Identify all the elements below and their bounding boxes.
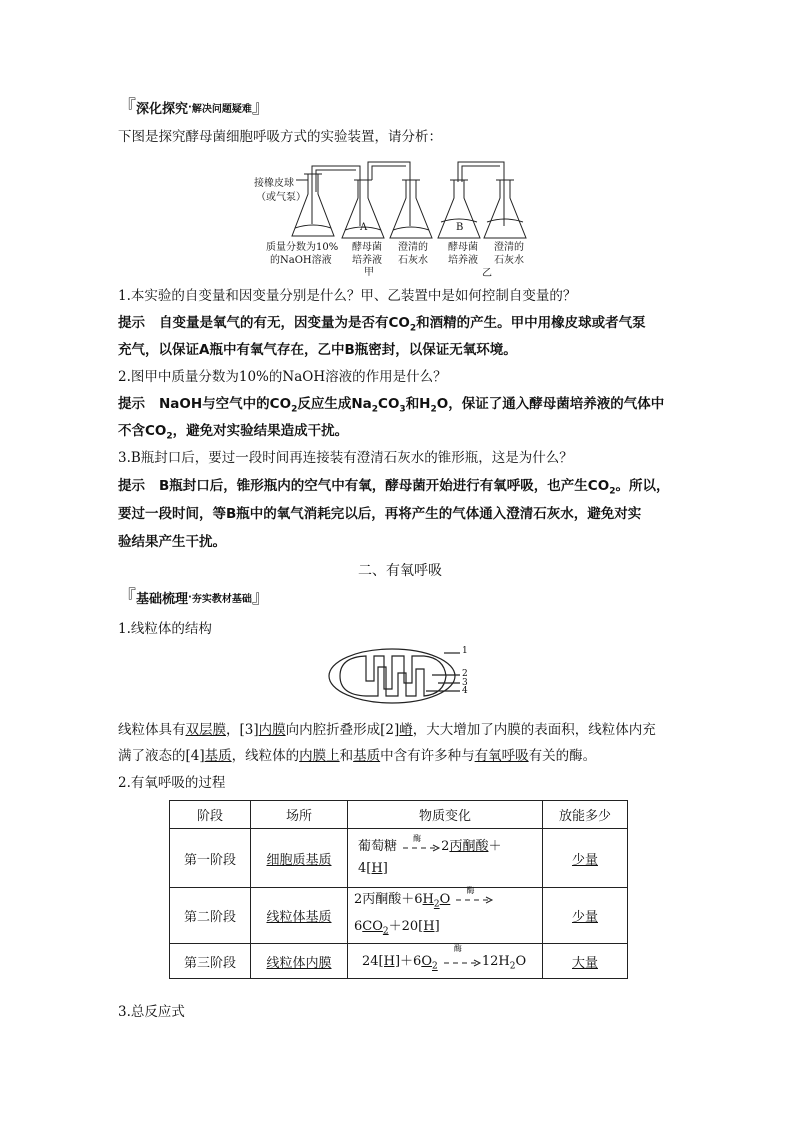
mito-paragraph-line-2: 满了液态的[4]基质，线粒体的内膜上和基质中含有许多种与有氧呼吸有关的酶。 bbox=[118, 748, 597, 764]
yeast-a-label-1: 酵母菌 bbox=[352, 242, 382, 253]
lime-a-label-2: 石灰水 bbox=[398, 255, 428, 266]
table-row bbox=[170, 944, 628, 979]
naoh-label-1: 质量分数为10% bbox=[266, 242, 339, 253]
answer-1-line-2: 充气，以保证A瓶中有氧气存在，乙中B瓶密封，以保证无氧环境。 bbox=[118, 342, 517, 358]
subheading-overall: 3.总反应式 bbox=[118, 1004, 185, 1020]
section-tag-basics: 『 基础梳理 · 夯实教材基础 』 bbox=[118, 586, 270, 608]
mitochondrion-figure bbox=[326, 645, 476, 707]
subheading-process: 2.有氧呼吸的过程 bbox=[118, 775, 226, 791]
energy-cell: 少量 bbox=[543, 888, 628, 944]
enzyme-arrow: 酶 bbox=[454, 892, 494, 906]
yeast-b-label-2: 培养液 bbox=[448, 255, 478, 266]
flask-b-label: B bbox=[456, 222, 464, 233]
stage-cell: 第二阶段 bbox=[170, 888, 251, 944]
pump-label-1: 接橡皮球 bbox=[254, 178, 294, 189]
mito-label-1: 1 bbox=[462, 646, 468, 656]
energy-cell: 少量 bbox=[543, 829, 628, 888]
question-2: 2.图甲中质量分数为10%的NaOH溶液的作用是什么？ bbox=[118, 369, 447, 385]
flask-a-label: A bbox=[360, 222, 368, 233]
change-cell: 2丙酮酸$+6H_2O$ 酶 $6CO_2+20[H]$ bbox=[348, 888, 543, 944]
section-tag-deepen: 『 深化探究 · 解决问题疑难 』 bbox=[118, 96, 270, 118]
answer-1-line-1: 提示 自变量是氧气的有无，因变量为是否有$CO_2$和酒精的产生。甲中用橡皮球或者气泵 bbox=[118, 315, 646, 334]
aerobic-stages-table bbox=[169, 800, 628, 979]
lime-a-label-1: 澄清的 bbox=[398, 242, 428, 253]
change-cell: 葡萄糖 酶 2丙酮酸＋ 4[H] bbox=[348, 829, 543, 888]
stage-cell: 第一阶段 bbox=[170, 829, 251, 888]
answer-3-line-1: 提示 B瓶封口后，锥形瓶内的空气中有氧，酵母菌开始进行有氧呼吸，也产生$CO_2$。所以， bbox=[118, 478, 670, 497]
naoh-label-2: 的NaOH溶液 bbox=[270, 255, 332, 266]
mito-label-2: 2 bbox=[462, 669, 468, 679]
place-cell: 线粒体基质 bbox=[251, 888, 348, 944]
answer-3-line-2: 要过一段时间，等B瓶中的氧气消耗完以后，再将产生的气体通入澄清石灰水，避免对实 bbox=[118, 506, 642, 522]
table-row bbox=[170, 829, 628, 888]
apparatus-figure bbox=[250, 152, 540, 278]
answer-2-line-1: 提示 NaOH与空气中的$CO_2$反应生成$Na_2CO_3$和$H_2O$，保证了通入酵母菌培养液的气体中 bbox=[118, 396, 665, 415]
setup-jia-label: 甲 bbox=[364, 267, 374, 278]
mito-label-3: 3 bbox=[462, 678, 468, 688]
mito-paragraph-line-1: 线粒体具有双层膜，[3]内膜向内腔折叠形成[2]嵴，大大增加了内膜的表面积，线粒体内充 bbox=[118, 722, 656, 738]
place-cell: 细胞质基质 bbox=[251, 829, 348, 888]
answer-3-line-3: 验结果产生干扰。 bbox=[118, 534, 226, 550]
subheading-mito-structure: 1.线粒体的结构 bbox=[118, 621, 212, 637]
place-cell: 线粒体内膜 bbox=[251, 944, 348, 979]
table-header-row bbox=[170, 801, 628, 829]
lime-b-label-2: 石灰水 bbox=[494, 255, 524, 266]
yeast-b-label-1: 酵母菌 bbox=[448, 242, 478, 253]
energy-cell: 大量 bbox=[543, 944, 628, 979]
stage-cell: 第三阶段 bbox=[170, 944, 251, 979]
table-row bbox=[170, 888, 628, 944]
setup-yi-label: 乙 bbox=[482, 268, 492, 279]
enzyme-arrow: 酶 bbox=[401, 840, 441, 854]
enzyme-arrow: 酶 bbox=[442, 955, 482, 969]
header-change: 物质变化 bbox=[348, 801, 543, 829]
header-place: 场所 bbox=[251, 801, 348, 829]
pump-label-2: （或气泵） bbox=[256, 192, 306, 203]
intro-text: 下图是探究酵母菌细胞呼吸方式的实验装置，请分析： bbox=[118, 129, 442, 145]
mitochondrion-drawing bbox=[326, 645, 476, 707]
header-energy: 放能多少 bbox=[543, 801, 628, 829]
yeast-a-label-2: 培养液 bbox=[352, 255, 382, 266]
lime-b-label-1: 澄清的 bbox=[494, 242, 524, 253]
question-1: 1.本实验的自变量和因变量分别是什么？甲、乙装置中是如何控制自变量的？ bbox=[118, 288, 577, 304]
change-cell: $24[H]+6O_2$ 酶 $12H_2O$ bbox=[348, 944, 543, 979]
question-3: 3.B瓶封口后，要过一段时间再连接装有澄清石灰水的锥形瓶，这是为什么？ bbox=[118, 450, 573, 466]
answer-2-line-2: 不含$CO_2$，避免对实验结果造成干扰。 bbox=[118, 423, 349, 442]
mito-label-4: 4 bbox=[462, 686, 468, 696]
header-stage: 阶段 bbox=[170, 801, 251, 829]
heading-aerobic: 二、有氧呼吸 bbox=[358, 563, 442, 579]
